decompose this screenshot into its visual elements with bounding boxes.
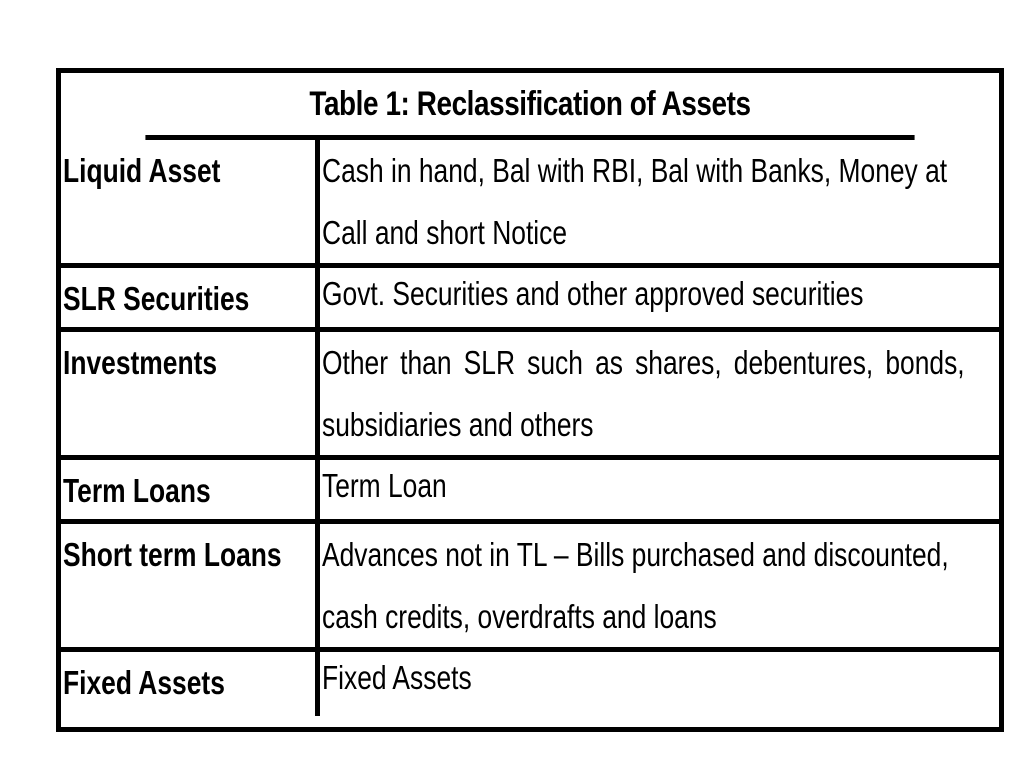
description-line: Cash in hand, Bal with RBI, Bal with Banks, Money at [322, 152, 948, 189]
row-description [320, 524, 999, 647]
table-title: Table 1: Reclassification of Assets [145, 73, 914, 140]
description-line: Term Loan [322, 467, 447, 504]
description-line: Fixed Assets [322, 659, 472, 696]
table-row-liquid-asset [61, 140, 999, 268]
row-description [320, 140, 999, 263]
description-line: Call and short Notice [322, 214, 568, 251]
description-line: cash credits, overdrafts and loans [322, 598, 717, 635]
row-label-text: Liquid Asset [63, 152, 221, 189]
row-label [61, 524, 320, 647]
row-description [320, 268, 999, 327]
row-label [61, 652, 320, 716]
row-label-text: Term Loans [63, 472, 211, 509]
description-line: Govt. Securities and other approved securities [322, 275, 864, 312]
description-line: subsidiaries and others [322, 406, 594, 443]
row-label-text: Short term Loans [63, 536, 282, 573]
row-label-text: Investments [63, 344, 218, 381]
description-line: Other than SLR such as shares, debentures, bonds, [322, 344, 965, 381]
row-label-text: SLR Securities [63, 280, 250, 317]
table-row-fixed-assets [61, 652, 999, 716]
row-label [61, 140, 320, 263]
table-row-slr-securities [61, 268, 999, 332]
row-description [320, 652, 999, 716]
row-label [61, 460, 320, 519]
table-row-term-loans [61, 460, 999, 524]
row-description [320, 332, 999, 455]
table-row-investments [61, 332, 999, 460]
reclassification-table [56, 68, 1004, 732]
row-label [61, 268, 320, 327]
row-label-text: Fixed Assets [63, 664, 225, 701]
row-description [320, 460, 999, 519]
row-label [61, 332, 320, 455]
table-row-short-term-loans [61, 524, 999, 652]
description-line: Advances not in TL – Bills purchased and discounted, [322, 536, 949, 573]
